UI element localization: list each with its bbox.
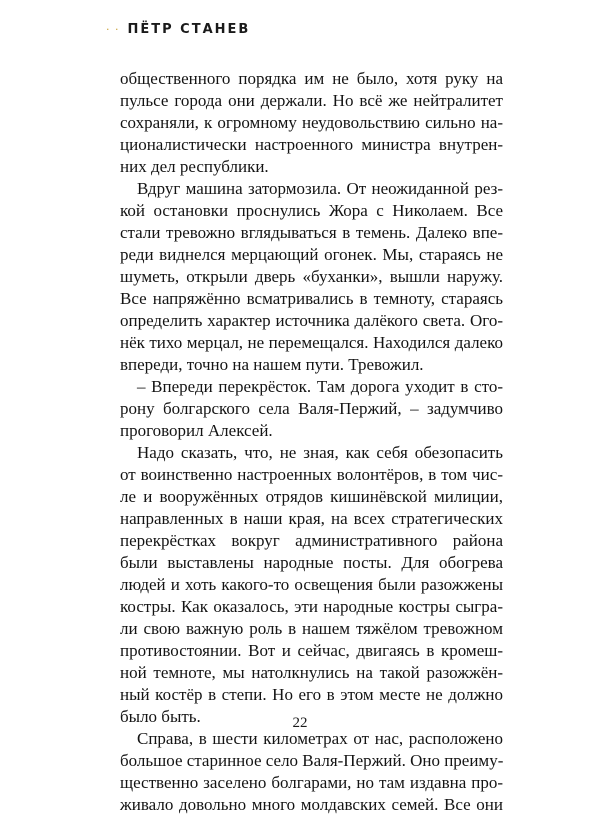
text-line: живало довольно много молдавских семей. Все они [120,795,503,814]
text-line: людей и хоть какого-то освещения были разожжены [120,575,503,594]
text-line: Справа, в шести километрах от нас, расположено [137,729,503,748]
text-line: Надо сказать, что, не зная, как себя обезопасить [137,443,503,462]
header-ornament: · · [106,22,120,36]
text-line: ле и вооружённых отрядов кишинёвской милиции, [120,487,503,506]
text-line: большое старинное село Валя-Пержий. Оно преиму- [120,751,504,770]
text-line: были выставлены народные посты. Для обогрева [120,553,503,572]
text-line: Вдруг машина затормозила. От неожиданной рез- [137,179,503,198]
text-line: реди виднелся мерцающий огонек. Мы, стараясь не [120,245,503,264]
text-line: стали тревожно вглядываться в темень. Далеко впе- [120,223,503,242]
text-line: противостоянии. Вот и сейчас, двигаясь в кромеш- [120,641,503,660]
text-line: ционалистически настроенного министра внутрен- [120,135,503,154]
text-line: перекрёстках вокруг административного района [120,531,503,550]
body-text [120,68,503,816]
text-line: шуметь, открыли дверь «буханки», вышли наружу. [120,267,503,286]
text-line: ли свою важную роль в нашем тяжёлом тревожном [120,619,503,638]
text-line: костры. Как оказалось, эти народные костры сыгра- [120,597,503,616]
text-line: пульсе города они держали. Но всё же нейтралитет [120,91,503,110]
text-line: рону болгарского села Валя-Пержий, – задумчиво [120,399,503,418]
text-line: впереди, точно на нашем пути. Тревожил. [120,355,424,374]
text-line: направленных в наши края, на всех стратегических [120,509,503,528]
text-line: Все напряжённо всматривались в темноту, стараясь [120,289,503,308]
header-author-name: ПЁТР СТАНЕВ [127,21,251,37]
text-line: кой остановки проснулись Жора с Николаем. Все [120,201,503,220]
text-line: от воинственно настроенных волонтёров, в том чис- [120,465,503,484]
running-header [106,19,250,39]
text-line: проговорил Алексей. [120,421,273,440]
text-line: – Впереди перекрёсток. Там дорога уходит в сто- [137,377,503,396]
text-line: определить характер источника далёкого света. Ого- [120,311,503,330]
page-number: 22 [292,715,308,731]
text-line: было быть. [120,707,201,726]
text-line: щественно заселено болгарами, но там издавна про- [120,773,503,792]
text-line: сохраняли, к огромному неудовольствию сильно на- [120,113,503,132]
text-line: ный костёр в степи. Но его в этом месте не должно [120,685,503,704]
text-line: общественного порядка им не было, хотя руку на [120,69,503,88]
text-line: них дел республики. [120,157,269,176]
text-line: ной темноте, мы натолкнулись на такой разожжён- [120,663,503,682]
text-line: нёк тихо мерцал, не перемещался. Находился далеко [120,333,503,352]
